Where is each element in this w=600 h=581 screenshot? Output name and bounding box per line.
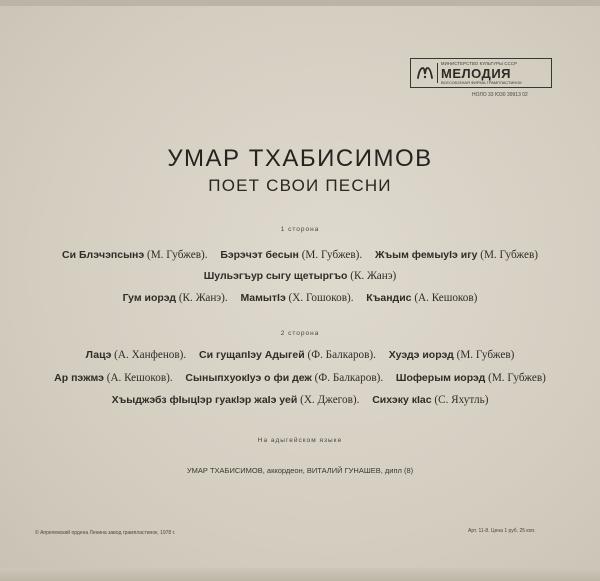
track-title: Бэрэчэт бесын	[220, 249, 299, 261]
side-1-line-2	[0, 270, 600, 282]
melodiya-logo	[410, 58, 552, 88]
track-title: Жъым фемыуIэ игу	[375, 249, 478, 261]
track-author: (К. Жанэ)	[350, 270, 397, 282]
logo-ministry-text: МИНИСТЕРСТВО КУЛЬТУРЫ СССР	[441, 61, 518, 66]
side-2-line-2	[0, 372, 600, 384]
album-subtitle: ПОЕТ СВОИ ПЕСНИ	[208, 176, 392, 195]
side-2-label: 2 сторона	[280, 330, 320, 337]
track-author: (Ф. Балкаров).	[307, 349, 376, 361]
track-title: Си гущапIэу Адыгей	[199, 349, 305, 361]
side-1-label: 1 сторона	[280, 226, 320, 233]
track-author: (М. Губжев)	[456, 349, 515, 361]
bottom-edge	[0, 568, 600, 581]
track-title: Си Блэчэпсынэ	[62, 249, 145, 261]
logo-name: МЕЛОДИЯ	[441, 66, 512, 81]
side-1-line-1	[0, 249, 600, 261]
price-note: Арт. 11-8. Цена 1 руб. 25 коп.	[468, 528, 536, 534]
track-author: (К. Жанэ).	[178, 292, 228, 304]
catalog-number: НОЛО 33 Ю30 39913 02	[472, 92, 528, 98]
performers-credit: УМАР ТХАБИСИМОВ, аккордеон, ВИТАЛИЙ ГУНАШЕВ, дипл (8)	[186, 466, 414, 475]
track-title: Шоферым иорэд	[395, 372, 486, 384]
melodiya-m-icon	[415, 63, 438, 83]
side-2-line-3	[0, 394, 600, 406]
track-author: (М. Губжев)	[488, 372, 546, 384]
track-author: (М. Губжев)	[480, 249, 538, 261]
track-title: Лацэ	[85, 349, 112, 361]
language-note: На адыгейском языке	[257, 437, 343, 444]
side-1-line-3	[0, 292, 600, 304]
top-edge	[0, 0, 600, 6]
track-author: (Х. Гошоков).	[288, 292, 354, 304]
artist-title: УМАР ТХАБИСИМОВ	[167, 145, 433, 172]
track-title: МамытIэ	[240, 292, 286, 304]
track-title: СыныпхуокIуэ о фи деж	[185, 372, 312, 384]
side-2-line-1	[0, 349, 600, 361]
track-author: (А. Кешоков).	[106, 372, 173, 384]
track-title: Хуэдэ иорэд	[388, 349, 454, 361]
track-author: (Ф. Балкаров).	[314, 372, 384, 384]
track-title: Гум иорэд	[122, 292, 177, 304]
track-author: (А. Кешоков)	[414, 292, 478, 304]
track-author: (А. Ханфенов).	[114, 349, 187, 361]
track-title: Шульэгъур сыгу щетыргъо	[203, 270, 348, 282]
track-title: Къандис	[366, 292, 412, 304]
manufacturer-note: © Апрелевский ордена Ленина завод грампластинок, 1978 г.	[35, 530, 176, 536]
track-author: (Х. Джегов).	[300, 394, 360, 406]
logo-firm-text: ВСЕСОЮЗНАЯ ФИРМА ГРАМПЛАСТИНОК	[441, 80, 522, 85]
track-title: Ар пэжмэ	[54, 372, 104, 384]
track-author: (М. Губжев).	[146, 249, 208, 261]
track-title: Сихэку кIас	[372, 394, 432, 406]
track-author: (С. Яхутль)	[434, 394, 489, 406]
track-author: (М. Губжев).	[301, 249, 363, 261]
track-title: Хъыджэбз фIыцIэр гуакIэр жаIэ уей	[111, 394, 298, 406]
